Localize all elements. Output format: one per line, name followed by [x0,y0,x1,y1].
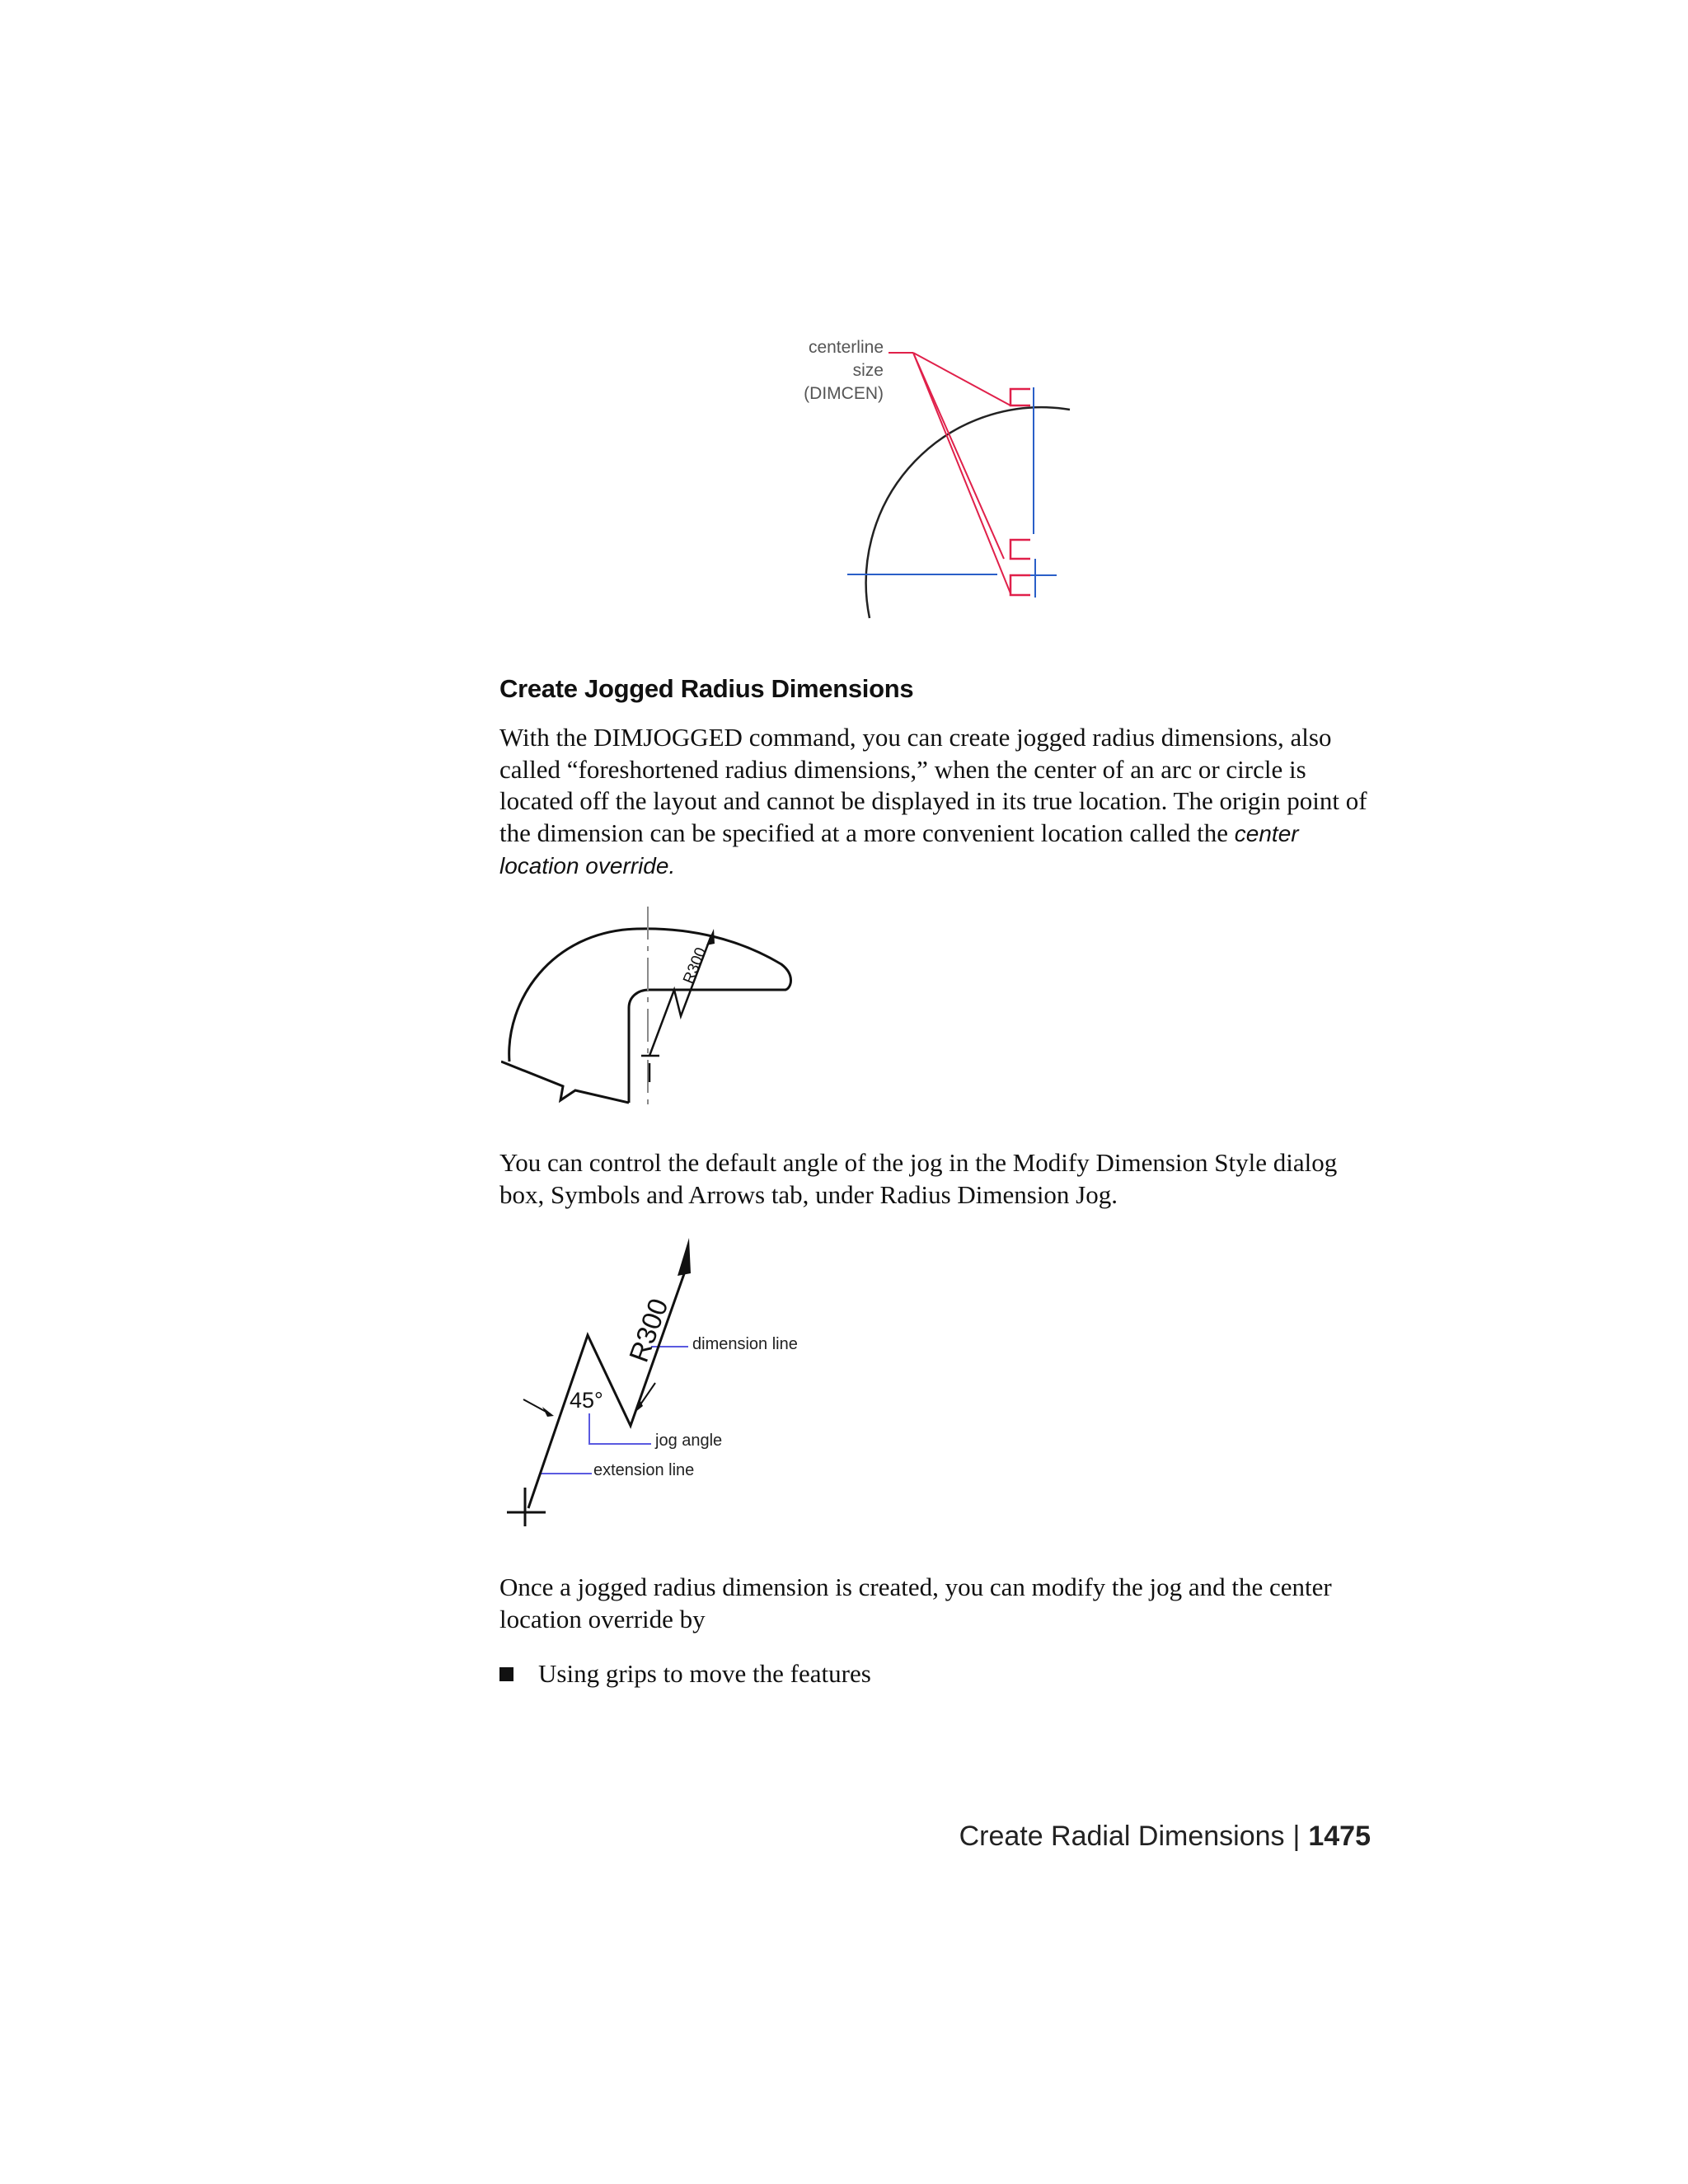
center-location-override-term: center location override. [499,820,1299,879]
radius-dimension-text: R300 [680,944,710,987]
centerline-label-line3: (DIMCEN) [804,384,884,403]
page-footer [959,1821,1371,1853]
break-line [501,1062,629,1103]
bracket-top [1010,389,1030,405]
dimension-arrowhead [706,929,715,945]
intro-paragraph-text: With the DIMJOGGED command, you can create jogged radius dimensions, also called “foreshortened radius dimensions,” when the center of an arc or circle is located off the layout and cannot be displayed in its true location. The origin point of the dimension can be specified at a more convenient location called the [499,723,1367,847]
leader-to-mid-bracket [913,353,1004,559]
footer-chapter-title: Create Radial Dimensions [959,1821,1285,1852]
jog-angle-label: jog angle [655,1432,723,1450]
intro-paragraph [499,722,1373,883]
bracket-bottom [1010,575,1030,595]
centerline-label-line2: size [852,361,884,380]
centerline-size-figure [791,330,1088,626]
extension-line-label: extension line [593,1461,695,1479]
bracket-middle [1010,540,1030,559]
bullet-list [499,1658,871,1690]
leader-to-bottom-bracket [913,353,1010,593]
bullet-item [499,1658,871,1690]
bullet-text: Using grips to move the features [538,1659,871,1688]
jog-angle-diagram [495,1228,841,1541]
jogged-radius-example-diagram [501,902,798,1117]
leader-to-top-bracket [913,353,1010,405]
footer-separator: | [1292,1821,1301,1852]
dimension-arrowhead [678,1238,691,1276]
angle-text: 45° [570,1388,603,1413]
jog-angle-paragraph: You can control the default angle of the jog in the Modify Dimension Style dialog box, Symbols and Arrows tab, under Radius Dimension Jog. [499,1148,1338,1209]
bullet-square-icon [499,1667,513,1681]
angle-arrow-left-head [542,1407,554,1417]
radius-dimension-text: R300 [622,1294,674,1366]
jog-angle-callout [589,1413,651,1444]
section-heading: Create Jogged Radius Dimensions [499,674,914,703]
dimension-line-label: dimension line [692,1335,798,1353]
jogged-radius-example-figure [501,902,798,1117]
centerline-label-line1: centerline [808,338,884,357]
centerline-diagram [791,330,1088,626]
jog-angle-figure [495,1228,841,1541]
modify-paragraph: Once a jogged radius dimension is created, you can modify the jog and the center location override by [499,1572,1332,1633]
circle-arc [866,407,1070,618]
page-number: 1475 [1308,1821,1371,1852]
